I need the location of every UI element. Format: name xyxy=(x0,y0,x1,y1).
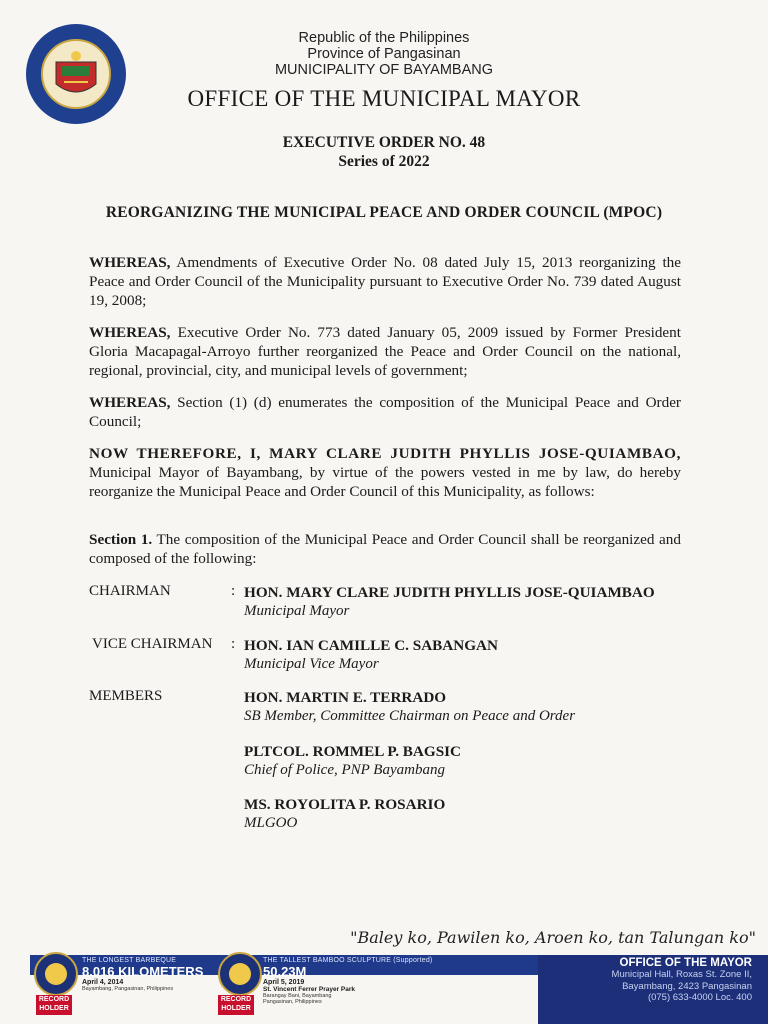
vice-chairman-colon: : xyxy=(231,636,236,652)
chairman-role: Municipal Mayor xyxy=(244,603,350,619)
record-2-date: April 5, 2019 xyxy=(263,979,305,986)
whereas-clause-3: WHEREAS, Section (1) (d) enumerates the composition of the Municipal Peace and Order Council; xyxy=(89,394,681,430)
vice-chairman-label: VICE CHAIRMAN xyxy=(92,636,213,652)
vice-chairman-role: Municipal Vice Mayor xyxy=(244,656,379,672)
chairman-label: CHAIRMAN xyxy=(89,583,171,599)
office-phone: (075) 633-4000 Loc. 400 xyxy=(647,992,752,1003)
header-province: Province of Pangasinan xyxy=(307,46,461,62)
header-municipality: MUNICIPALITY OF BAYAMBANG xyxy=(274,62,494,78)
members-label: MEMBERS xyxy=(89,688,163,704)
now-therefore-clause: NOW THEREFORE, I, MARY CLARE JUDITH PHYLLIS JOSE-QUIAMBAO, Municipal Mayor of Bayambang, by virtue of the powers vested in me by law, do hereby reorganize the Municipal Peace and Order Council of this Municipality, as follows: xyxy=(89,445,681,500)
record-1 xyxy=(82,957,203,992)
chairman-name: HON. MARY CLARE JUDITH PHYLLIS JOSE-QUIAMBAO xyxy=(244,584,655,601)
record-2-place-title: St. Vincent Ferrer Prayer Park xyxy=(263,986,356,993)
order-series: Series of 2022 xyxy=(338,153,430,170)
office-of-mayor-block xyxy=(552,957,752,1004)
municipal-motto: "Baley ko, Pawilen ko, Aroen ko, tan Talungan ko" xyxy=(350,928,756,947)
record-2 xyxy=(263,957,432,1005)
record-2-caption: THE TALLEST BAMBOO SCULPTURE (Supported) xyxy=(263,957,433,964)
record-1-value: 8.016 KILOMETERS xyxy=(82,964,204,979)
member-2-role: Chief of Police, PNP Bayambang xyxy=(244,762,445,778)
record-holder-badge: RECORD HOLDER xyxy=(218,995,254,1015)
record-1-caption: THE LONGEST BARBEQUE xyxy=(82,957,177,964)
record-holder-badge: RECORD HOLDER xyxy=(36,995,72,1015)
record-1-place: Bayambang, Pangasinan, Philippines xyxy=(82,986,174,992)
order-number: EXECUTIVE ORDER NO. 48 xyxy=(282,134,486,151)
order-title: REORGANIZING THE MUNICIPAL PEACE AND ORDER COUNCIL (MPOC) xyxy=(105,204,663,221)
guinness-record-icon xyxy=(34,952,78,996)
record-1-date: April 4, 2014 xyxy=(82,979,124,986)
member-3-role: MLGOO xyxy=(244,815,298,831)
guinness-record-icon xyxy=(218,952,262,996)
office-address-2: Bayambang, 2423 Pangasinan xyxy=(622,980,752,992)
member-1-role: SB Member, Committee Chairman on Peace and Order xyxy=(244,708,576,724)
whereas-clause-1: WHEREAS, Amendments of Executive Order No. 08 dated July 15, 2013 reorganizing the Peace and Order Council of the Municipality pursuant to Executive Order No. 739 dated August 19, 2008; xyxy=(89,254,681,309)
whereas-clause-2: WHEREAS, Executive Order No. 773 dated January 05, 2009 issued by Former President Gloria Macapagal-Arroyo further reorganized the Peace and Order Council on the national, regional, provincial, city, and municipal levels of government; xyxy=(89,324,681,379)
section-1: Section 1. The composition of the Municipal Peace and Order Council shall be reorganized and composed of the following: xyxy=(89,531,681,567)
member-3-name: MS. ROYOLITA P. ROSARIO xyxy=(244,796,446,813)
footer xyxy=(0,955,768,1024)
record-2-value: 50.23M xyxy=(263,964,307,979)
vice-chairman-name: HON. IAN CAMILLE C. SABANGAN xyxy=(244,637,498,654)
member-2-name: PLTCOL. ROMMEL P. BAGSIC xyxy=(244,743,462,760)
record-2-place: Barangay Bani, Bayambang Pangasinan, Philippines xyxy=(263,993,332,1005)
office-title: OFFICE OF THE MUNICIPAL MAYOR xyxy=(187,86,581,111)
chairman-colon: : xyxy=(231,583,236,599)
office-address-1: Municipal Hall, Roxas St. Zone II, xyxy=(611,969,752,980)
member-1-name: HON. MARTIN E. TERRADO xyxy=(244,689,447,706)
office-of-mayor-title: OFFICE OF THE MAYOR xyxy=(619,957,752,969)
header-country: Republic of the Philippines xyxy=(298,30,470,46)
